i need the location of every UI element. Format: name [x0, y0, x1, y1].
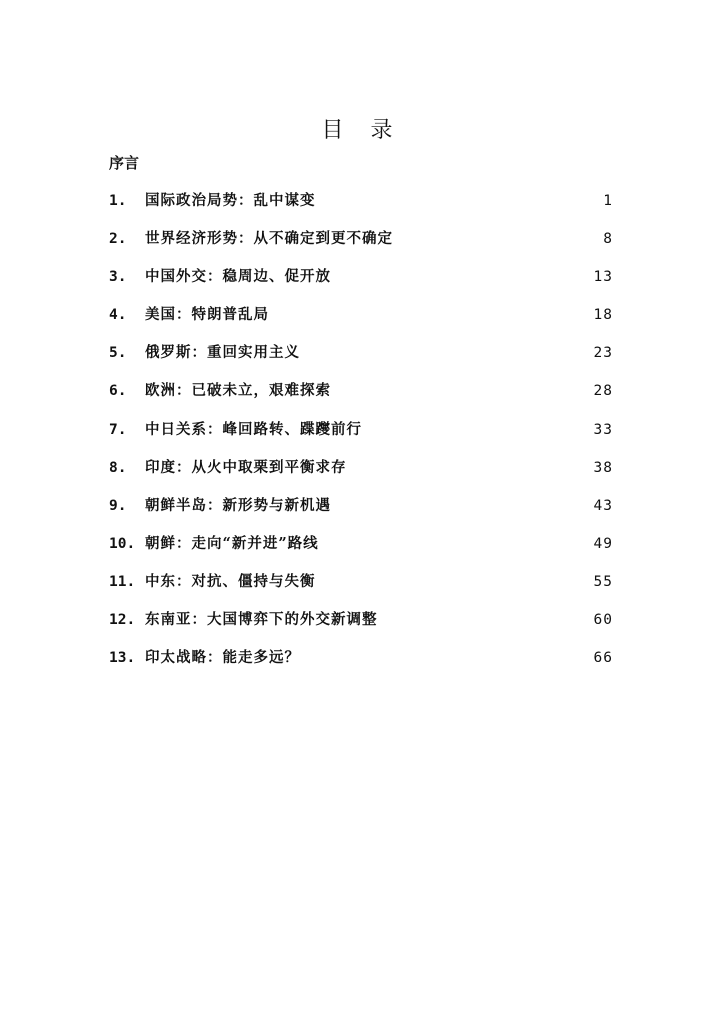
toc-entry-number: 11. [109, 573, 136, 590]
toc-entry [109, 266, 613, 304]
toc-entry-title: 东南亚：大国博弈下的外交新调整 [145, 611, 378, 629]
toc-entry [109, 380, 613, 418]
toc-entry-page: 13 [593, 269, 613, 286]
toc-entry-number: 13. [109, 650, 136, 667]
toc-entry-title: 中东：对抗、僵持与失衡 [145, 572, 316, 590]
toc-entry-number: 6. [109, 383, 127, 400]
toc-entry-title: 印度：从火中取栗到平衡求存 [145, 458, 347, 476]
toc-entry-number: 8. [109, 459, 127, 476]
toc-entry-title: 美国：特朗普乱局 [145, 306, 269, 324]
toc-entry-number: 9. [109, 497, 127, 514]
toc-entry-page: 60 [593, 612, 613, 629]
toc-entry-number: 4. [109, 307, 127, 324]
toc-entry [109, 533, 613, 571]
toc-entry-page: 23 [593, 345, 613, 362]
toc-entry-page: 33 [593, 421, 613, 438]
toc-entry-number: 12. [109, 612, 136, 629]
toc-entry-title: 朝鲜半岛：新形势与新机遇 [145, 496, 331, 514]
toc-list [109, 190, 613, 685]
toc-entry [109, 419, 613, 457]
toc-entry-title: 中国外交：稳周边、促开放 [145, 268, 331, 286]
toc-entry-page: 28 [593, 383, 613, 400]
toc-entry-title: 印太战略：能走多远？ [145, 649, 300, 667]
toc-entry-title: 国际政治局势：乱中谋变 [145, 192, 316, 209]
toc-entry [109, 457, 613, 495]
toc-entry-page: 8 [603, 231, 613, 248]
toc-entry [109, 304, 613, 342]
toc-entry-title: 朝鲜：走向“新并进”路线 [145, 534, 319, 552]
toc-entry-number: 10. [109, 535, 136, 552]
toc-entry-title: 俄罗斯：重回实用主义 [145, 344, 300, 362]
toc-entry-page: 66 [593, 650, 613, 667]
toc-entry-page: 43 [593, 497, 613, 514]
toc-entry-title: 欧洲：已破未立，艰难探索 [145, 382, 331, 400]
toc-preface: 序言 [109, 154, 140, 172]
toc-entry [109, 342, 613, 380]
toc-entry-title: 世界经济形势：从不确定到更不确定 [145, 230, 393, 248]
toc-entry-page: 38 [593, 459, 613, 476]
toc-entry-number: 1. [109, 193, 127, 209]
toc-entry-page: 18 [593, 307, 613, 324]
toc-entry-page: 1 [603, 193, 613, 209]
toc-entry-page: 55 [593, 573, 613, 590]
toc-entry-number: 5. [109, 345, 127, 362]
toc-entry [109, 228, 613, 266]
toc-entry-number: 3. [109, 269, 127, 286]
toc-entry [109, 647, 613, 685]
toc-entry [109, 609, 613, 647]
toc-title: 目 录 [321, 118, 403, 143]
toc-entry-page: 49 [593, 535, 613, 552]
toc-entry [109, 190, 613, 228]
toc-entry-number: 2. [109, 231, 127, 248]
toc-entry [109, 571, 613, 609]
toc-entry-number: 7. [109, 421, 127, 438]
toc-entry-title: 中日关系：峰回路转、蹀躞前行 [145, 420, 362, 438]
toc-entry [109, 495, 613, 533]
